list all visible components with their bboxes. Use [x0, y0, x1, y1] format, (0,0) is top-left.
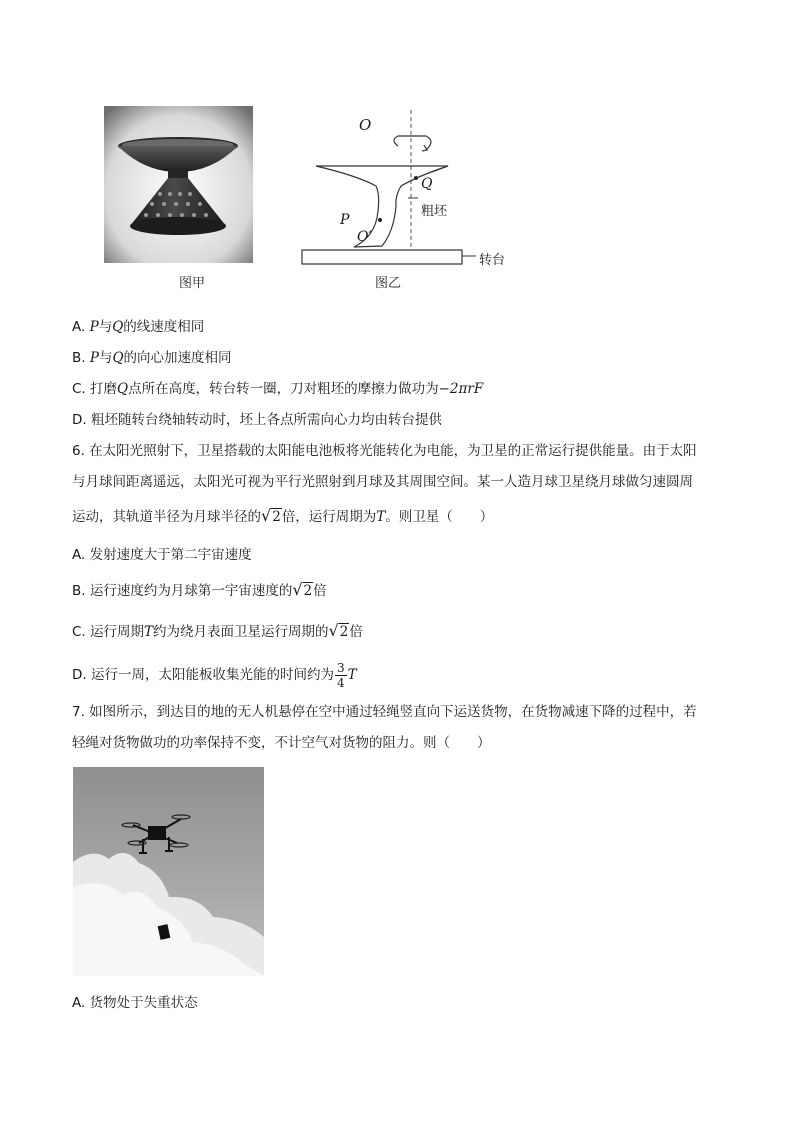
q6-option-a: A. 发射速度大于第二宇宙速度	[72, 547, 252, 563]
label-O: O	[359, 116, 372, 134]
figure-jia-caption: 图甲	[179, 276, 206, 291]
label-P: P	[340, 212, 350, 228]
q5-option-d: D. 粗坯随转台绕轴转动时，坯上各点所需向心力均由转台提供	[72, 412, 442, 428]
sqrt-symbol: √2	[261, 506, 281, 525]
q6-option-b: B. 运行速度约为月球第一宇宙速度的√2倍	[72, 580, 327, 599]
q6-stem-line1: 6. 在太阳光照射下，卫星搭载的太阳能电池板将光能转化为电能，为卫星的正常运行提供能量。由于太阳	[72, 443, 697, 459]
label-Q: Q	[421, 176, 433, 192]
q5-option-c: C. 打磨Q点所在高度，转台转一圈，刀对粗坯的摩擦力做功为−2πrF	[72, 381, 484, 397]
sqrt-symbol: √2	[328, 621, 349, 640]
drone-photo	[73, 767, 264, 976]
q5-option-a: A. P与Q的线速度相同	[72, 319, 205, 335]
q7-stem-line2: 轻绳对货物做功的功率保持不变，不计空气对货物的阻力。则（ ）	[72, 735, 491, 751]
q6-option-c: C. 运行周期T约为绕月表面卫星运行周期的√2倍	[72, 621, 363, 640]
sqrt-symbol: √2	[292, 580, 313, 599]
label-O-prime: O′	[357, 229, 372, 245]
q6-stem-line2: 与月球间距离遥远，太阳光可视为平行光照射到月球及其周围空间。某一人造月球卫星绕月球做匀速圆周	[72, 474, 693, 490]
q7-option-a: A. 货物处于失重状态	[72, 995, 198, 1011]
figure-yi-caption: 图乙	[375, 276, 402, 291]
q6-option-d: D. 运行一周，太阳能板收集光能的时间约为 $\frac{3}{4}$ T	[72, 660, 357, 690]
label-pi: 粗坯	[421, 204, 448, 219]
q6-stem-line3: 运动，其轨道半径为月球半径的√2倍，运行周期为T。则卫星（ ）	[72, 506, 494, 525]
q5-option-b: B. P与Q的向心加速度相同	[72, 350, 232, 366]
figure-jia-photo	[104, 106, 253, 263]
q7-stem-line1: 7. 如图所示，到达目的地的无人机悬停在空中通过轻绳竖直向下运送货物，在货物减速下降的过程中，若	[72, 704, 697, 720]
fraction: $\frac{3}{4}$	[336, 660, 345, 690]
label-turntable: 转台	[479, 253, 506, 268]
